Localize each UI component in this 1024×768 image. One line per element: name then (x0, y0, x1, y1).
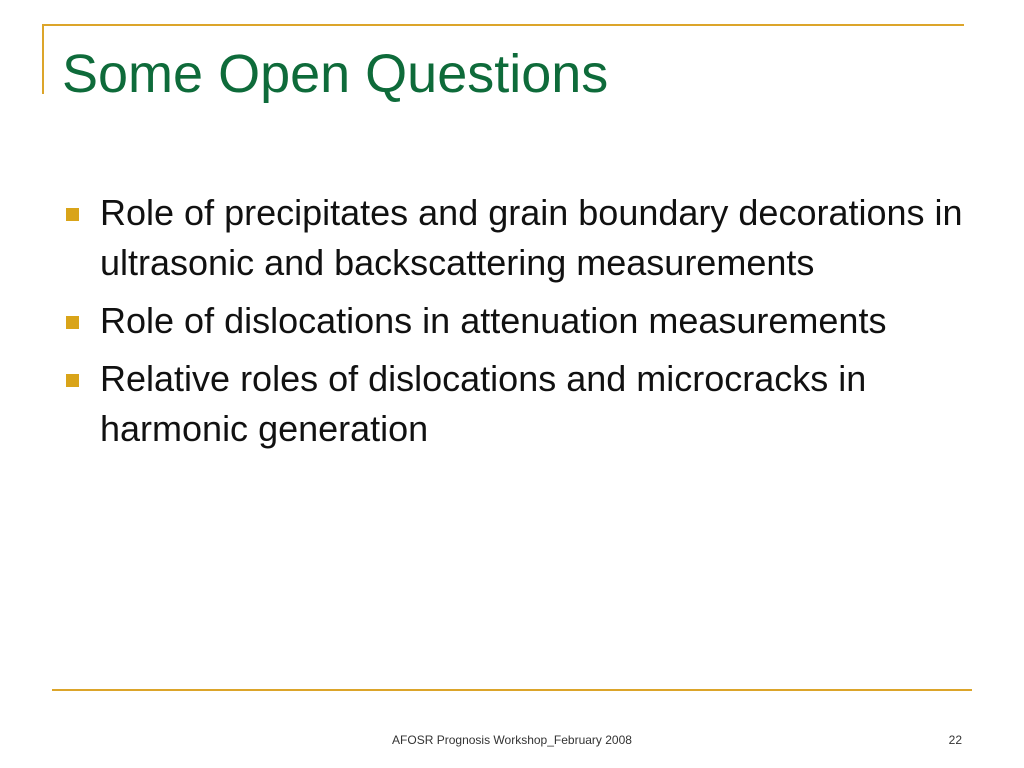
square-bullet-icon (66, 374, 79, 387)
bullet-item (62, 188, 982, 288)
square-bullet-icon (66, 208, 79, 221)
bullet-text: Role of dislocations in attenuation measurements (100, 300, 887, 341)
bullet-list (62, 188, 982, 462)
bullet-text: Relative roles of dislocations and microcracks in harmonic generation (100, 358, 867, 449)
frame-left-rule (42, 24, 44, 94)
footer-rule (52, 689, 972, 691)
slide-number: 22 (948, 733, 962, 747)
footer-text: AFOSR Prognosis Workshop_February 2008 (392, 733, 632, 747)
frame-top-rule (42, 24, 964, 26)
bullet-item (62, 296, 982, 346)
square-bullet-icon (66, 316, 79, 329)
slide-title: Some Open Questions (62, 44, 609, 104)
bullet-text: Role of precipitates and grain boundary decorations in ultrasonic and backscattering measurements (100, 192, 963, 283)
bullet-item (62, 354, 982, 454)
